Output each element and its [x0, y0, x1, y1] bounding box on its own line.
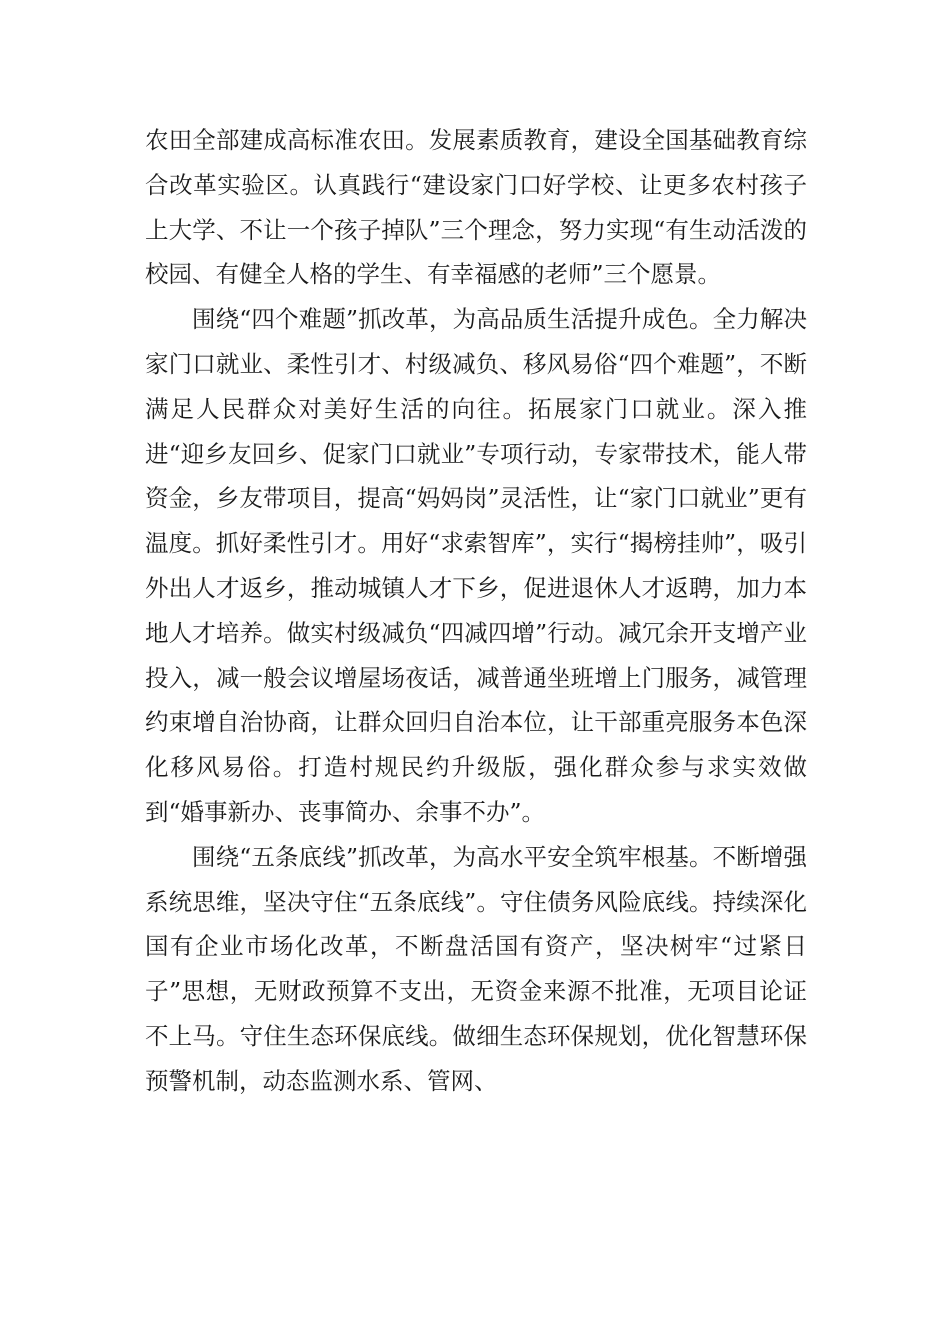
document-body [145, 118, 807, 1104]
paragraph-five-bottom-lines: 围绕“五条底线”抓改革，为高水平安全筑牢根基。不断增强系统思维，坚决守住“五条底线”。守住债务风险底线。持续深化国有企业市场化改革，不断盘活国有资产，坚决树牢“过紧日子”思想，无财政预算不支出，无资金来源不批准，无项目论证不上马。守住生态环保底线。做细生态环保规划，优化智慧环保预警机制，动态监测水系、管网、 [145, 842, 807, 1095]
paragraph-four-problems: 围绕“四个难题”抓改革，为高品质生活提升成色。全力解决家门口就业、柔性引才、村级减负、移风易俗“四个难题”，不断满足人民群众对美好生活的向往。拓展家门口就业。深入推进“迎乡友回乡、促家门口就业”专项行动，专家带技术，能人带资金，乡友带项目，提高“妈妈岗”灵活性，让“家门口就业”更有温度。抓好柔性引才。用好“求索智库”，实行“揭榜挂帅”，吸引外出人才返乡，推动城镇人才下乡，促进退休人才返聘，加力本地人才培养。做实村级减负“四减四增”行动。减冗余开支增产业投入，减一般会议增屋场夜话，减普通坐班增上门服务，减管理约束增自治协商，让群众回归自治本位，让干部重亮服务本色深化移风易俗。打造村规民约升级版，强化群众参与求实效做到“婚事新办、丧事简办、余事不办”。 [145, 305, 807, 826]
paragraph-education: 农田全部建成高标准农田。发展素质教育，建设全国基础教育综合改革实验区。认真践行“建设家门口好学校、让更多农村孩子上大学、不让一个孩子掉队”三个理念，努力实现“有生动活泼的校园、有健全人格的学生、有幸福感的老师”三个愿景。 [145, 126, 807, 289]
